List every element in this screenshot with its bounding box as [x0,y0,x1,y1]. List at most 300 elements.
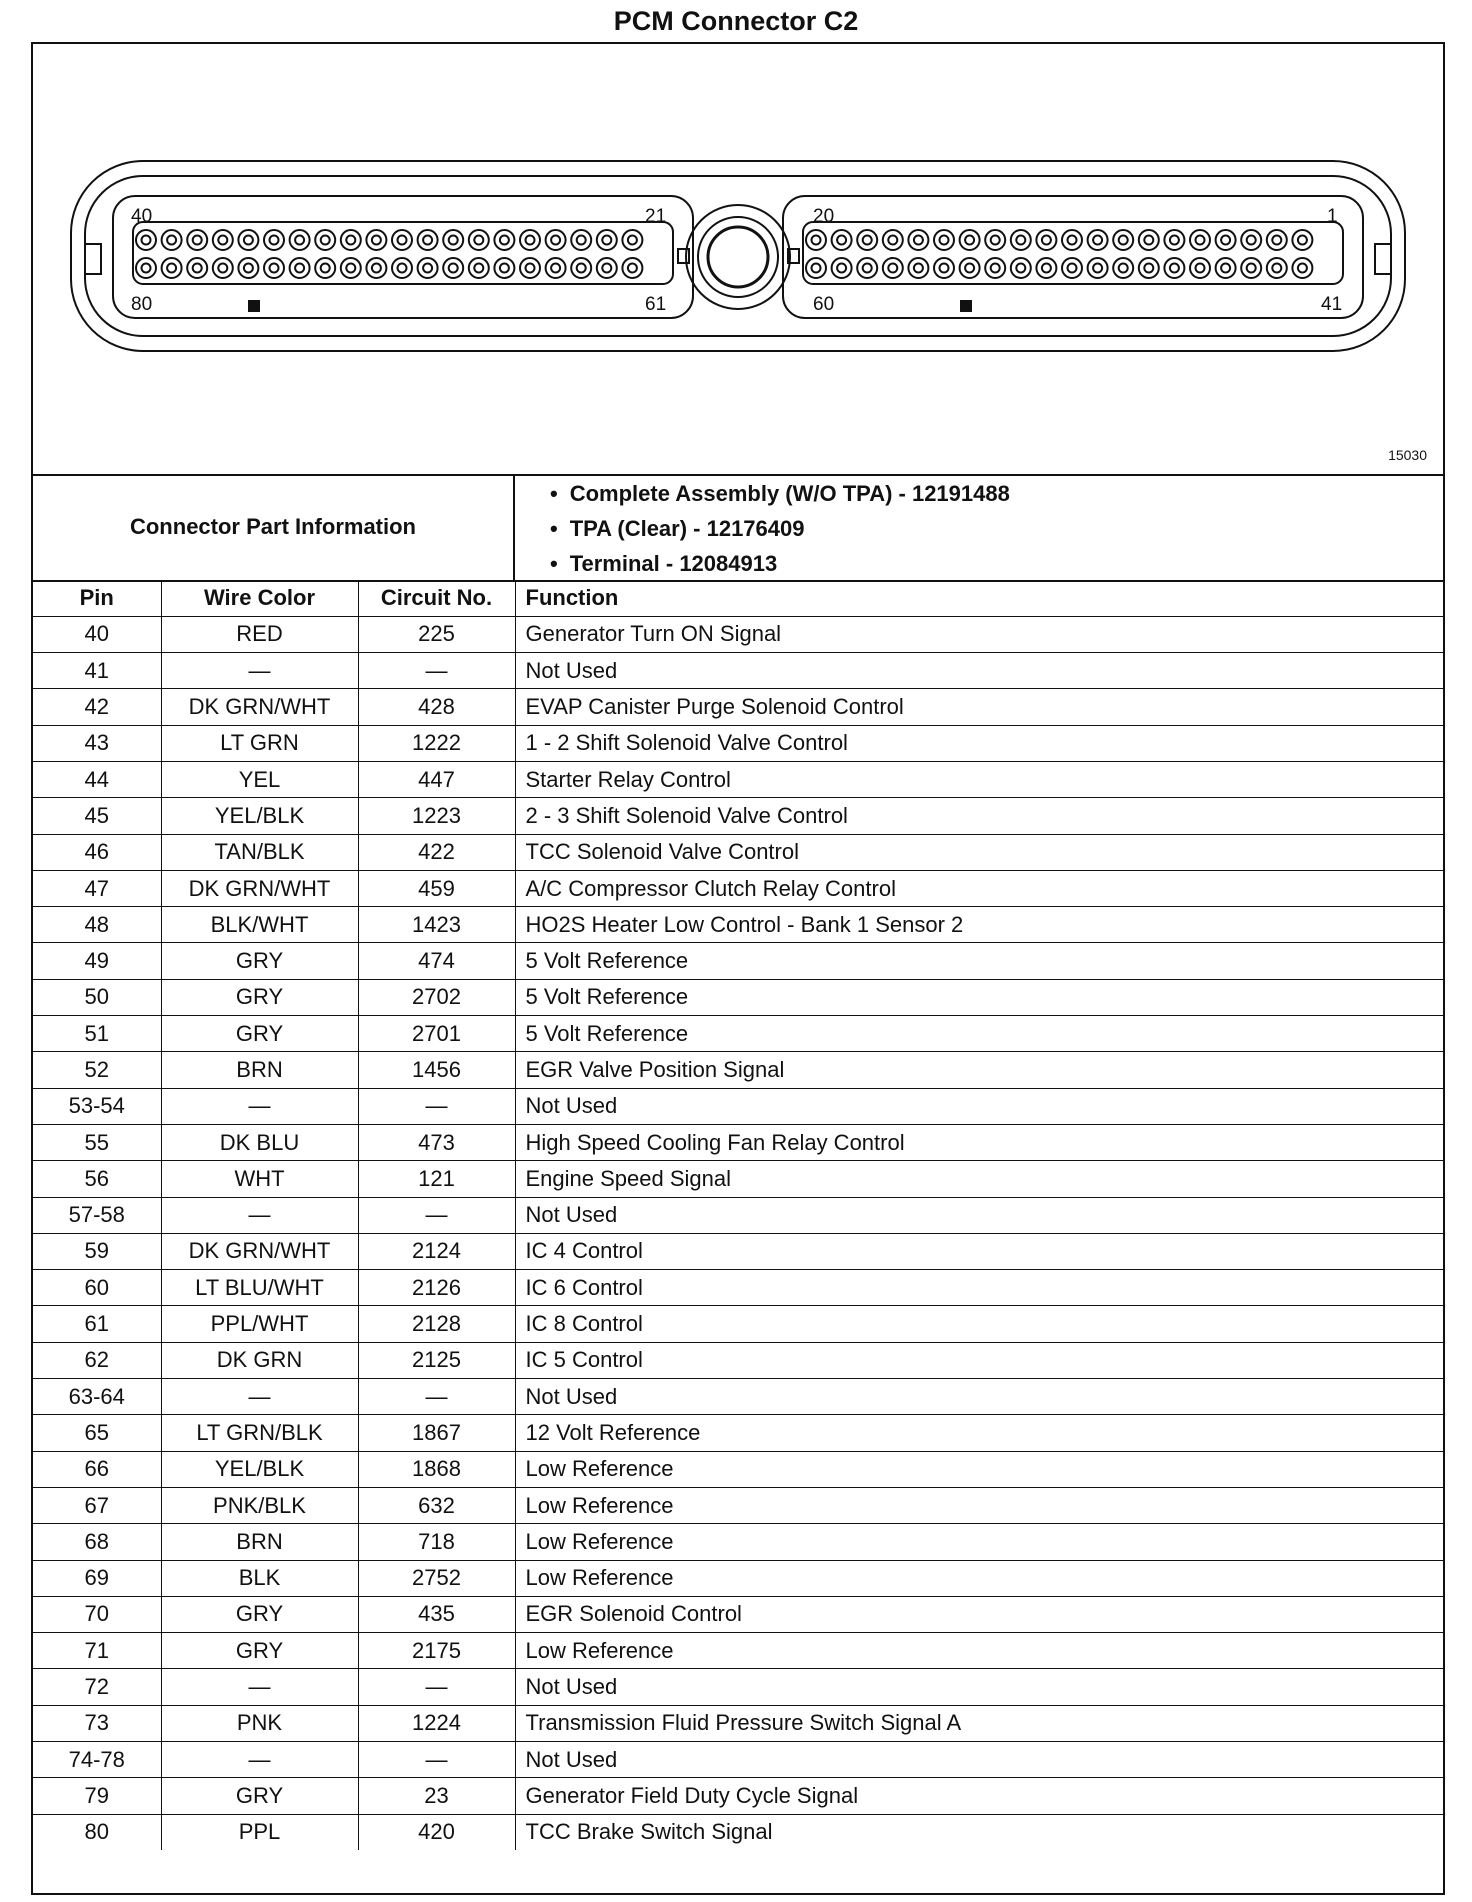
pin-cell: 60 [33,1270,161,1306]
function-cell: IC 5 Control [515,1342,1443,1378]
pin-contact [1298,264,1307,273]
function-cell: Starter Relay Control [515,761,1443,797]
pin-socket [341,230,361,250]
function-cell: 5 Volt Reference [515,1016,1443,1052]
pin-cell: 42 [33,689,161,725]
pin-contact [602,264,611,273]
wire-color-cell: — [161,1379,358,1415]
part-info-item: • TPA (Clear) - 12176409 [515,511,1010,546]
pin-contact [1272,264,1281,273]
pin-socket [1216,258,1236,278]
pin-contact [244,264,253,273]
pin-socket [469,258,489,278]
wire-color-cell: PPL/WHT [161,1306,358,1342]
function-cell: Not Used [515,1379,1443,1415]
pin-contact [1093,236,1102,245]
pin-contact [449,236,458,245]
pin-contact [474,236,483,245]
pin-contact [991,264,1000,273]
circuit-cell: 2124 [358,1233,515,1269]
pin-contact [1196,264,1205,273]
circuit-cell: — [358,1088,515,1124]
pin-socket [264,258,284,278]
function-cell: Not Used [515,1669,1443,1705]
pin-cell: 66 [33,1451,161,1487]
pin-contact [346,236,355,245]
pin-socket [187,258,207,278]
wire-color-cell: DK GRN/WHT [161,870,358,906]
wire-color-cell: BRN [161,1524,358,1560]
table-row [33,907,1443,943]
function-cell: Not Used [515,653,1443,689]
pin-socket [1164,258,1184,278]
circuit-cell: 447 [358,761,515,797]
pin-contact [1170,264,1179,273]
left-label-top-right: 21 [645,206,667,227]
wire-color-cell: YEL [161,761,358,797]
circuit-cell: 428 [358,689,515,725]
circuit-cell: 474 [358,943,515,979]
table-row [33,1342,1443,1378]
wire-color-cell: — [161,653,358,689]
pin-socket [1113,230,1133,250]
pin-socket [1011,230,1031,250]
pin-socket [883,258,903,278]
wire-color-cell: GRY [161,1633,358,1669]
right-label-top-right: 1 [1327,206,1338,227]
pin-cell: 55 [33,1124,161,1160]
circuit-cell: 1222 [358,725,515,761]
pin-socket [290,230,310,250]
header-wire-color: Wire Color [161,580,358,616]
function-cell: Not Used [515,1088,1443,1124]
pin-socket [418,258,438,278]
pin-cell: 47 [33,870,161,906]
circuit-cell: 23 [358,1778,515,1814]
function-cell: EGR Solenoid Control [515,1596,1443,1632]
pin-socket [1088,230,1108,250]
pin-cell: 50 [33,979,161,1015]
pin-cell: 70 [33,1596,161,1632]
pin-cell: 79 [33,1778,161,1814]
pin-contact [914,264,923,273]
center-bolt-ring [698,217,778,297]
function-cell: Transmission Fluid Pressure Switch Signal A [515,1705,1443,1741]
pin-socket [341,258,361,278]
pin-socket [443,258,463,278]
pin-contact [142,236,151,245]
circuit-cell: — [358,1742,515,1778]
table-row [33,1306,1443,1342]
pin-socket [418,230,438,250]
pin-contact [1221,264,1230,273]
pin-contact [577,236,586,245]
function-cell: Low Reference [515,1633,1443,1669]
table-row [33,1052,1443,1088]
pin-socket [136,230,156,250]
pin-socket [136,258,156,278]
pin-contact [577,264,586,273]
pin-contact [1272,236,1281,245]
right-pin-shroud [783,196,1363,318]
pin-socket [622,258,642,278]
pinout-table [33,580,1443,1850]
page-title: PCM Connector C2 [613,6,859,36]
wire-color-cell: PNK/BLK [161,1487,358,1523]
pin-socket [1292,258,1312,278]
pin-contact [295,236,304,245]
table-row [33,1814,1443,1850]
table-row [33,1161,1443,1197]
function-cell: 2 - 3 Shift Solenoid Valve Control [515,798,1443,834]
pin-contact [812,264,821,273]
wire-color-cell: GRY [161,943,358,979]
wire-color-cell: — [161,1669,358,1705]
pin-socket [162,258,182,278]
wire-color-cell: TAN/BLK [161,834,358,870]
pin-contact [500,236,509,245]
circuit-cell: — [358,1669,515,1705]
pin-contact [965,264,974,273]
pin-cell: 63-64 [33,1379,161,1415]
pin-socket [571,230,591,250]
pin-contact [372,236,381,245]
pin-socket [443,230,463,250]
table-row [33,1487,1443,1523]
pin-socket [832,258,852,278]
pin-contact [1042,236,1051,245]
pin-socket [1267,230,1287,250]
function-cell: IC 6 Control [515,1270,1443,1306]
pin-contact [218,264,227,273]
pin-socket [213,230,233,250]
function-cell: TCC Solenoid Valve Control [515,834,1443,870]
pin-contact [914,236,923,245]
pin-cell: 57-58 [33,1197,161,1233]
table-row [33,834,1443,870]
wire-color-cell: LT BLU/WHT [161,1270,358,1306]
right-latch [1375,244,1391,274]
function-cell: Generator Turn ON Signal [515,616,1443,652]
pin-socket [571,258,591,278]
pin-socket [1139,230,1159,250]
function-cell: Engine Speed Signal [515,1161,1443,1197]
pin-contact [1042,264,1051,273]
pin-contact [295,264,304,273]
pin-contact [1221,236,1230,245]
pin-cell: 59 [33,1233,161,1269]
pin-contact [270,264,279,273]
pin-socket [1164,230,1184,250]
pin-socket [1241,258,1261,278]
pin-contact [940,236,949,245]
circuit-cell: 1223 [358,798,515,834]
pin-contact [244,236,253,245]
circuit-cell: 473 [358,1124,515,1160]
pin-contact [1093,264,1102,273]
table-row [33,1778,1443,1814]
wire-color-cell: LT GRN/BLK [161,1415,358,1451]
table-row [33,1088,1443,1124]
function-cell: TCC Brake Switch Signal [515,1814,1443,1850]
right-label-bottom-right: 41 [1321,294,1343,315]
pin-contact [1068,236,1077,245]
function-cell: IC 8 Control [515,1306,1443,1342]
pin-contact [270,236,279,245]
pin-cell: 44 [33,761,161,797]
connector-diagram [33,44,1443,476]
connector-housing-outline [71,161,1405,351]
connector-housing-inner [85,176,1391,336]
function-cell: Generator Field Duty Cycle Signal [515,1778,1443,1814]
pin-socket [238,230,258,250]
function-cell: EVAP Canister Purge Solenoid Control [515,689,1443,725]
table-row [33,653,1443,689]
center-bolt-inner [708,227,768,287]
pin-contact [526,264,535,273]
pin-contact [1144,264,1153,273]
left-label-bottom-left: 80 [131,294,153,315]
table-row [33,725,1443,761]
function-cell: Low Reference [515,1487,1443,1523]
circuit-cell: 1423 [358,907,515,943]
pin-contact [1119,264,1128,273]
pin-socket [290,258,310,278]
left-label-bottom-right: 61 [645,294,667,315]
pin-contact [991,236,1000,245]
circuit-cell: 2128 [358,1306,515,1342]
wire-color-cell: WHT [161,1161,358,1197]
pin-socket [213,258,233,278]
pin-contact [526,236,535,245]
pin-contact [474,264,483,273]
circuit-cell: 2702 [358,979,515,1015]
pin-contact [321,236,330,245]
figure-number: 15030 [1388,447,1427,463]
pin-contact [888,236,897,245]
wire-color-cell: GRY [161,979,358,1015]
pin-cell: 65 [33,1415,161,1451]
wire-color-cell: YEL/BLK [161,798,358,834]
function-cell: 1 - 2 Shift Solenoid Valve Control [515,725,1443,761]
pin-socket [366,230,386,250]
pin-contact [321,264,330,273]
pin-cell: 73 [33,1705,161,1741]
part-info-label: Connector Part Information [33,474,515,580]
circuit-cell: 2752 [358,1560,515,1596]
circuit-cell: 1868 [358,1451,515,1487]
pin-cell: 74-78 [33,1742,161,1778]
table-row [33,870,1443,906]
pin-contact [449,264,458,273]
circuit-cell: 2701 [358,1016,515,1052]
function-cell: HO2S Heater Low Control - Bank 1 Sensor 2 [515,907,1443,943]
function-cell: High Speed Cooling Fan Relay Control [515,1124,1443,1160]
table-row [33,1560,1443,1596]
pin-contact [346,264,355,273]
table-row [33,1742,1443,1778]
pin-socket [264,230,284,250]
pin-contact [1068,264,1077,273]
pin-socket [1036,230,1056,250]
pin-socket [985,258,1005,278]
table-row [33,689,1443,725]
circuit-cell: 459 [358,870,515,906]
pin-contact [423,236,432,245]
pin-socket [908,230,928,250]
circuit-cell: 121 [358,1161,515,1197]
pin-socket [622,230,642,250]
left-pin-field [133,222,673,284]
right-pin-field [803,222,1343,284]
circuit-cell: 1456 [358,1052,515,1088]
pin-socket [520,258,540,278]
function-cell: IC 4 Control [515,1233,1443,1269]
wire-color-cell: — [161,1742,358,1778]
pin-cell: 41 [33,653,161,689]
function-cell: A/C Compressor Clutch Relay Control [515,870,1443,906]
pin-cell: 48 [33,907,161,943]
pin-contact [1247,264,1256,273]
table-row [33,1596,1443,1632]
wire-color-cell: PPL [161,1814,358,1850]
pin-contact [1196,236,1205,245]
pin-socket [469,230,489,250]
wire-color-cell: RED [161,616,358,652]
connector-sheet [31,42,1445,1895]
table-row [33,943,1443,979]
pin-socket [238,258,258,278]
pin-socket [315,230,335,250]
pin-socket [1292,230,1312,250]
circuit-cell: 718 [358,1524,515,1560]
function-cell: Not Used [515,1197,1443,1233]
right-label-top-left: 20 [813,206,835,227]
pin-socket [960,258,980,278]
pin-contact [142,264,151,273]
pin-cell: 80 [33,1814,161,1850]
wire-color-cell: DK BLU [161,1124,358,1160]
pin-socket [883,230,903,250]
function-cell: Low Reference [515,1524,1443,1560]
pin-cell: 45 [33,798,161,834]
circuit-cell: 1867 [358,1415,515,1451]
connector-drawing [33,44,1443,474]
pin-socket [392,230,412,250]
part-info-list [515,476,1010,581]
circuit-cell: 2175 [358,1633,515,1669]
left-polarity-square [678,249,689,263]
table-row [33,1524,1443,1560]
table-row [33,1124,1443,1160]
pin-socket [857,230,877,250]
pin-socket [806,258,826,278]
left-latch [85,244,101,274]
pin-contact [940,264,949,273]
pin-contact [1144,236,1153,245]
pin-cell: 72 [33,1669,161,1705]
pin-cell: 53-54 [33,1088,161,1124]
part-info-item: • Complete Assembly (W/O TPA) - 12191488 [515,476,1010,511]
pin-socket [520,230,540,250]
pin-contact [167,264,176,273]
function-cell: 5 Volt Reference [515,943,1443,979]
left-key-mark [248,300,260,312]
pin-contact [628,236,637,245]
pin-socket [162,230,182,250]
table-row [33,1197,1443,1233]
table-row [33,1705,1443,1741]
pin-contact [628,264,637,273]
pin-contact [1298,236,1307,245]
pin-socket [1036,258,1056,278]
pin-cell: 68 [33,1524,161,1560]
pin-cell: 52 [33,1052,161,1088]
pin-socket [1241,230,1261,250]
function-cell: 5 Volt Reference [515,979,1443,1015]
wire-color-cell: DK GRN [161,1342,358,1378]
header-pin: Pin [33,580,161,616]
table-row [33,1016,1443,1052]
circuit-cell: 435 [358,1596,515,1632]
wire-color-cell: BLK/WHT [161,907,358,943]
pin-socket [806,230,826,250]
pin-socket [1062,258,1082,278]
pin-cell: 69 [33,1560,161,1596]
pin-socket [1062,230,1082,250]
wire-color-cell: BRN [161,1052,358,1088]
left-pin-shroud [113,196,693,318]
table-row [33,1233,1443,1269]
pin-contact [1247,236,1256,245]
wire-color-cell: DK GRN/WHT [161,1233,358,1269]
part-information [33,474,1443,582]
part-info-item: • Terminal - 12084913 [515,546,1010,581]
circuit-cell: 422 [358,834,515,870]
pin-socket [315,258,335,278]
pin-cell: 49 [33,943,161,979]
pin-contact [812,236,821,245]
pin-contact [193,264,202,273]
pin-socket [494,230,514,250]
pin-socket [1011,258,1031,278]
function-cell: Low Reference [515,1451,1443,1487]
right-key-mark [960,300,972,312]
wire-color-cell: BLK [161,1560,358,1596]
pin-socket [1190,258,1210,278]
pin-cell: 67 [33,1487,161,1523]
pin-cell: 40 [33,616,161,652]
table-row [33,1379,1443,1415]
pin-cell: 46 [33,834,161,870]
pin-socket [494,258,514,278]
pin-socket [1113,258,1133,278]
pin-contact [1016,236,1025,245]
pin-contact [551,236,560,245]
pin-cell: 51 [33,1016,161,1052]
pin-socket [366,258,386,278]
pin-contact [1119,236,1128,245]
pin-socket [1190,230,1210,250]
pin-socket [934,230,954,250]
table-row [33,616,1443,652]
pin-cell: 62 [33,1342,161,1378]
wire-color-cell: LT GRN [161,725,358,761]
circuit-cell: 2125 [358,1342,515,1378]
wire-color-cell: GRY [161,1778,358,1814]
pin-socket [546,230,566,250]
circuit-cell: 225 [358,616,515,652]
